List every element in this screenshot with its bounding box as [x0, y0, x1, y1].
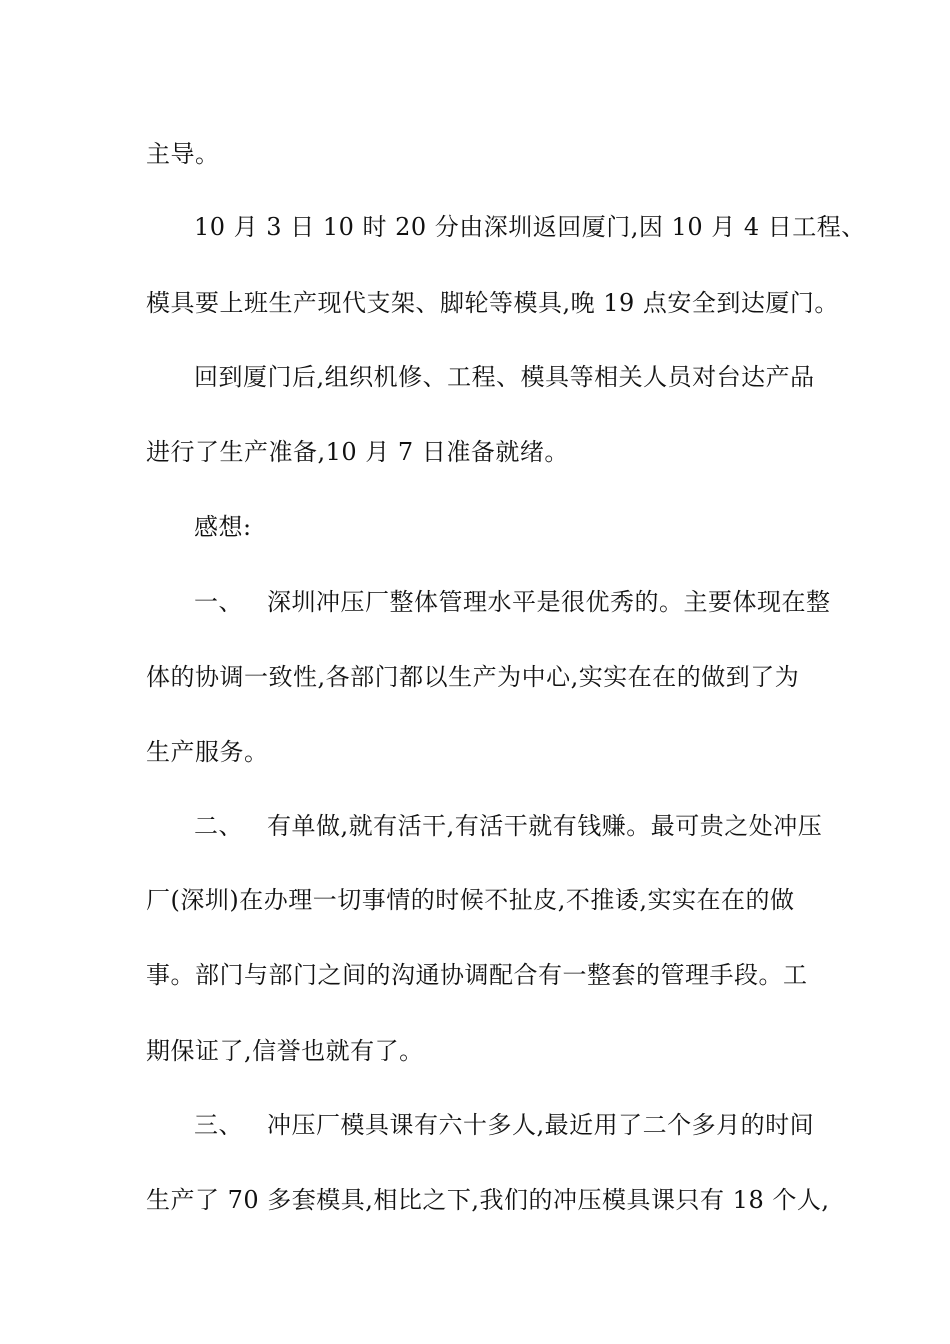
list-marker: 二、 [194, 812, 243, 840]
text-line: 10 月 3 日 10 时 20 分由深圳返回厦门,因 10 月 4 日工程、 [194, 213, 866, 241]
text-line: 模具要上班生产现代支架、脚轮等模具,晚 19 点安全到达厦门。 [146, 289, 839, 317]
text-line: 冲压厂模具课有六十多人,最近用了二个多月的时间 [267, 1111, 815, 1139]
section-heading: 感想: [194, 513, 252, 541]
list-marker: 三、 [194, 1111, 243, 1139]
numbered-item-line [194, 582, 856, 622]
text-line: 体的协调一致性,各部门都以生产为中心,实实在在的做到了为 [146, 663, 800, 691]
text-line: 生产服务。 [146, 738, 269, 766]
text-line: 厂(深圳)在办理一切事情的时候不扯皮,不推诿,实实在在的做 [146, 886, 795, 914]
list-marker: 一、 [194, 588, 243, 616]
text-line: 深圳冲压厂整体管理水平是很优秀的。主要体现在整 [267, 588, 831, 616]
text-line: 主导。 [146, 140, 220, 168]
text-line: 有单做,就有活干,有活干就有钱赚。最可贵之处冲压 [267, 812, 823, 840]
numbered-item-line [194, 806, 856, 846]
text-line: 期保证了,信誉也就有了。 [146, 1037, 424, 1065]
text-line: 回到厦门后,组织机修、工程、模具等相关人员对台达产品 [194, 363, 815, 391]
text-line: 事。部门与部门之间的沟通协调配合有一整套的管理手段。工 [146, 961, 808, 989]
numbered-item-line [194, 1105, 856, 1145]
text-line: 进行了生产准备,10 月 7 日准备就绪。 [146, 438, 569, 466]
text-line: 生产了 70 多套模具,相比之下,我们的冲压模具课只有 18 个人, [146, 1186, 830, 1214]
